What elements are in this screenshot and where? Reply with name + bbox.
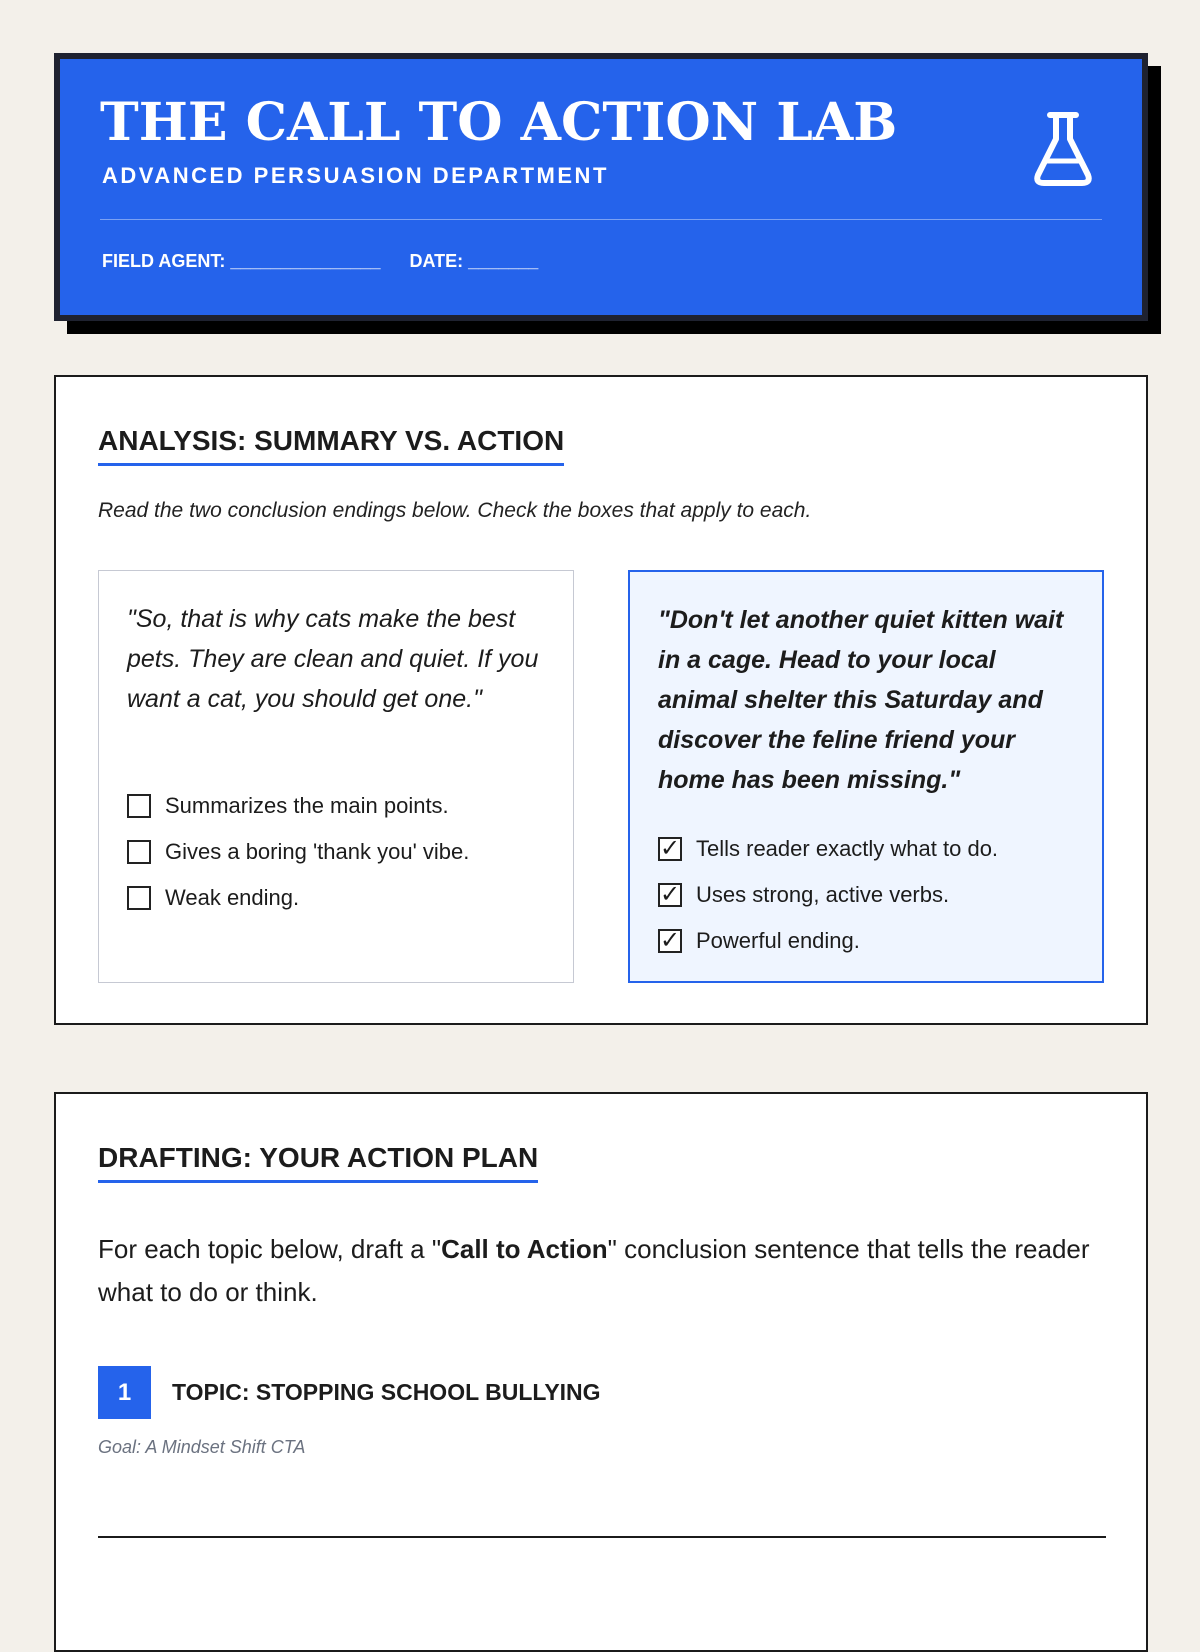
checkbox[interactable] [127,886,151,910]
checklist-label: Gives a boring 'thank you' vibe. [165,839,470,864]
checklist-item[interactable] [127,829,553,875]
action-example-box [628,570,1104,983]
checkbox-checked[interactable]: ✓ [659,881,681,908]
page-title: THE CALL TO ACTION LAB [100,92,898,153]
drafting-section [54,1092,1148,1652]
summary-checklist [127,783,553,921]
flask-icon [1030,109,1096,189]
lead-text: For each topic below, draft a " [98,1234,442,1264]
action-checklist [658,826,1082,964]
lead-text: " conclusion sentence that tells the reader what to do or think. [98,1234,1090,1307]
topic-goal: Goal: A Mindset Shift CTA [98,1437,306,1457]
lead-emphasis: Call to Action [441,1234,608,1264]
checklist-item[interactable] [658,872,1082,918]
analysis-title: ANALYSIS: SUMMARY VS. ACTION [98,425,564,466]
checkbox[interactable] [127,794,151,818]
checklist-label: Weak ending. [165,885,300,910]
checklist-label: Uses strong, active verbs. [696,882,950,907]
field-agent-blank[interactable]: FIELD AGENT: _______________ [102,251,381,271]
analysis-instructions: Read the two conclusion endings below. Check the boxes that apply to each. [98,499,812,522]
analysis-section [54,375,1148,1025]
checklist-item[interactable] [658,918,1082,964]
checklist-item[interactable] [127,875,553,921]
action-quote: "Don't let another quiet kitten wait in a cage. Head to your local animal shelter this Saturday and discover the feline friend your home has been missing." [658,606,1064,794]
checkbox-checked[interactable]: ✓ [659,835,681,862]
summary-quote: "So, that is why cats make the best pets. They are clean and quiet. If you want a cat, you should get one." [127,605,539,713]
header-banner [54,53,1148,321]
header-divider [100,219,1102,220]
checklist-label: Tells reader exactly what to do. [696,836,999,861]
checklist-item[interactable] [658,826,1082,872]
topic-number-badge: 1 [98,1366,151,1419]
date-blank[interactable]: DATE: _______ [409,251,539,271]
header-fields [102,251,562,272]
topic-title: TOPIC: STOPPING SCHOOL BULLYING [172,1379,601,1405]
summary-example-box [98,570,574,983]
checklist-item[interactable] [127,783,553,829]
drafting-instructions [98,1228,1106,1314]
answer-line[interactable] [98,1536,1106,1538]
checklist-label: Summarizes the main points. [165,793,449,818]
checklist-label: Powerful ending. [696,928,860,953]
page-subtitle: ADVANCED PERSUASION DEPARTMENT [102,163,609,188]
drafting-title: DRAFTING: YOUR ACTION PLAN [98,1142,538,1183]
checkbox[interactable] [127,840,151,864]
checkbox-checked[interactable]: ✓ [659,927,681,954]
